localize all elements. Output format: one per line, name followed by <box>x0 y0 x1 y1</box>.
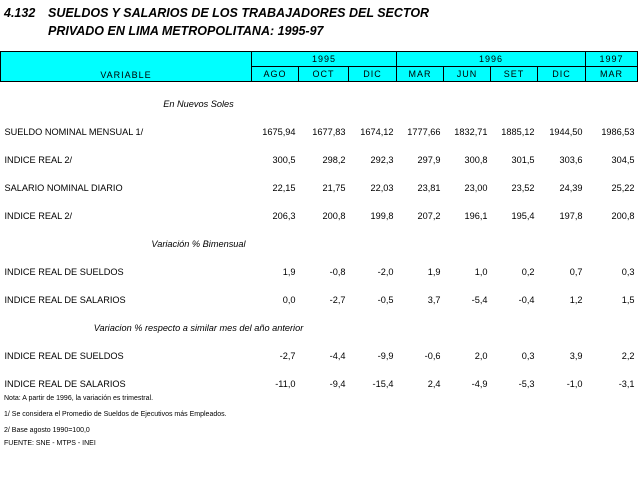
row-label: INDICE REAL DE SUELDOS <box>4 267 124 277</box>
table-cell: -0,5 <box>377 295 394 305</box>
wages-table <box>0 51 638 398</box>
header-years-row <box>1 52 638 67</box>
month-header: DIC <box>538 67 586 82</box>
table-cell: 197,8 <box>559 211 583 221</box>
table-cell: 3,7 <box>427 295 441 305</box>
table-cell: 1675,94 <box>262 127 296 137</box>
table-cell: 303,6 <box>559 155 583 165</box>
table-row <box>1 342 638 370</box>
table-cell: -3,1 <box>618 379 635 389</box>
table-cell: 3,9 <box>569 351 583 361</box>
note-text: Nota: A partir de 1996, la variación es trimestral. <box>4 395 154 402</box>
table-row <box>1 258 638 286</box>
table-cell: -2,7 <box>329 295 346 305</box>
table-cell: -4,4 <box>329 351 346 361</box>
table-row <box>1 286 638 314</box>
table-cell: 2,4 <box>427 379 441 389</box>
section-title: Variacion % respecto a similar mes del año anterior <box>93 323 304 333</box>
table-cell: 1,2 <box>569 295 583 305</box>
table-cell: 24,39 <box>559 183 583 193</box>
table-cell: 1885,12 <box>501 127 535 137</box>
table-cell: 199,8 <box>370 211 394 221</box>
table-cell: -1,0 <box>566 379 583 389</box>
table-cell: 0,7 <box>569 267 583 277</box>
section-title: Variación % Bimensual <box>151 239 246 249</box>
table-cell: 1677,83 <box>312 127 346 137</box>
table-cell: 1,0 <box>474 267 488 277</box>
table-number: 4.132 <box>4 6 36 20</box>
section-title: En Nuevos Soles <box>163 99 234 109</box>
footnotes <box>4 393 227 454</box>
table-cell: 23,81 <box>417 183 441 193</box>
table-cell: 1944,50 <box>549 127 583 137</box>
table-cell: 200,8 <box>611 211 635 221</box>
table-cell: 207,2 <box>417 211 441 221</box>
table-cell: -9,4 <box>329 379 346 389</box>
table-cell: -4,9 <box>471 379 488 389</box>
table-cell: 21,75 <box>322 183 346 193</box>
table-cell: -15,4 <box>372 379 394 389</box>
table-cell: 200,8 <box>322 211 346 221</box>
title-line-2: PRIVADO EN LIMA METROPOLITANA: 1995-97 <box>48 24 324 38</box>
title-line-1: SUELDOS Y SALARIOS DE LOS TRABAJADORES DEL SECTOR <box>48 6 430 20</box>
table-cell: 300,5 <box>272 155 296 165</box>
table-cell: 1986,53 <box>601 127 635 137</box>
row-label: SALARIO NOMINAL DIARIO <box>4 183 123 193</box>
table-cell: 1,9 <box>282 267 296 277</box>
table-cell: 297,9 <box>417 155 441 165</box>
table-cell: 2,2 <box>621 351 635 361</box>
table-cell: 301,5 <box>511 155 535 165</box>
source-text: FUENTE: SNE - MTPS - INEI <box>4 440 96 447</box>
table-row <box>1 174 638 202</box>
table-cell: 304,5 <box>611 155 635 165</box>
year-header-1995: 1995 <box>252 52 397 67</box>
table-cell: 22,03 <box>370 183 394 193</box>
table-cell: 1674,12 <box>360 127 394 137</box>
table-body <box>1 82 638 399</box>
table-row <box>1 118 638 146</box>
table-cell: 0,3 <box>621 267 635 277</box>
table-cell: -0,4 <box>518 295 535 305</box>
table-cell: 0,2 <box>521 267 535 277</box>
table-cell: -2,7 <box>279 351 296 361</box>
table-cell: 196,1 <box>464 211 488 221</box>
table-cell: -0,8 <box>329 267 346 277</box>
table-cell: 22,15 <box>272 183 296 193</box>
table-cell: 1,5 <box>621 295 635 305</box>
table-row <box>1 146 638 174</box>
table-cell: -5,4 <box>471 295 488 305</box>
table-cell: 195,4 <box>511 211 535 221</box>
table-cell: -5,3 <box>518 379 535 389</box>
year-header-1996: 1996 <box>397 52 586 67</box>
table-cell: 2,0 <box>474 351 488 361</box>
month-header: AGO <box>252 67 299 82</box>
month-header: DIC <box>349 67 397 82</box>
table-cell: 298,2 <box>322 155 346 165</box>
table-row <box>1 202 638 230</box>
table-cell: -9,9 <box>377 351 394 361</box>
table-cell: 23,52 <box>511 183 535 193</box>
variable-header: VARIABLE <box>1 52 252 82</box>
table-cell: 206,3 <box>272 211 296 221</box>
footnote-1: 1/ Se considera el Promedio de Sueldos de Ejecutivos más Empleados. <box>4 411 227 418</box>
table-cell: -0,6 <box>424 351 441 361</box>
row-label: SUELDO NOMINAL MENSUAL 1/ <box>4 127 144 137</box>
table-cell: 1777,66 <box>407 127 441 137</box>
row-label: INDICE REAL DE SUELDOS <box>4 351 124 361</box>
table-cell: 0,0 <box>282 295 296 305</box>
section-header-row <box>1 314 638 342</box>
table-cell: 300,8 <box>464 155 488 165</box>
year-header-1997: 1997 <box>586 52 638 67</box>
table-cell: 1832,71 <box>454 127 488 137</box>
month-header: SET <box>491 67 538 82</box>
month-header: MAR <box>586 67 638 82</box>
month-header: JUN <box>444 67 491 82</box>
table-cell: 292,3 <box>370 155 394 165</box>
row-label: INDICE REAL DE SALARIOS <box>4 379 126 389</box>
table-cell: -2,0 <box>377 267 394 277</box>
row-label: INDICE REAL DE SALARIOS <box>4 295 126 305</box>
section-header-row <box>1 230 638 258</box>
month-header: MAR <box>397 67 444 82</box>
table-cell: 0,3 <box>521 351 535 361</box>
section-header-row <box>1 90 638 118</box>
footnote-2: 2/ Base agosto 1990=100,0 <box>4 427 90 434</box>
table-title <box>4 4 429 40</box>
row-label: INDICE REAL 2/ <box>4 155 73 165</box>
table-cell: 23,00 <box>464 183 488 193</box>
month-header: OCT <box>299 67 349 82</box>
table-cell: 1,9 <box>427 267 441 277</box>
table-cell: 25,22 <box>611 183 635 193</box>
row-label: INDICE REAL 2/ <box>4 211 73 221</box>
table-cell: -11,0 <box>275 379 296 389</box>
